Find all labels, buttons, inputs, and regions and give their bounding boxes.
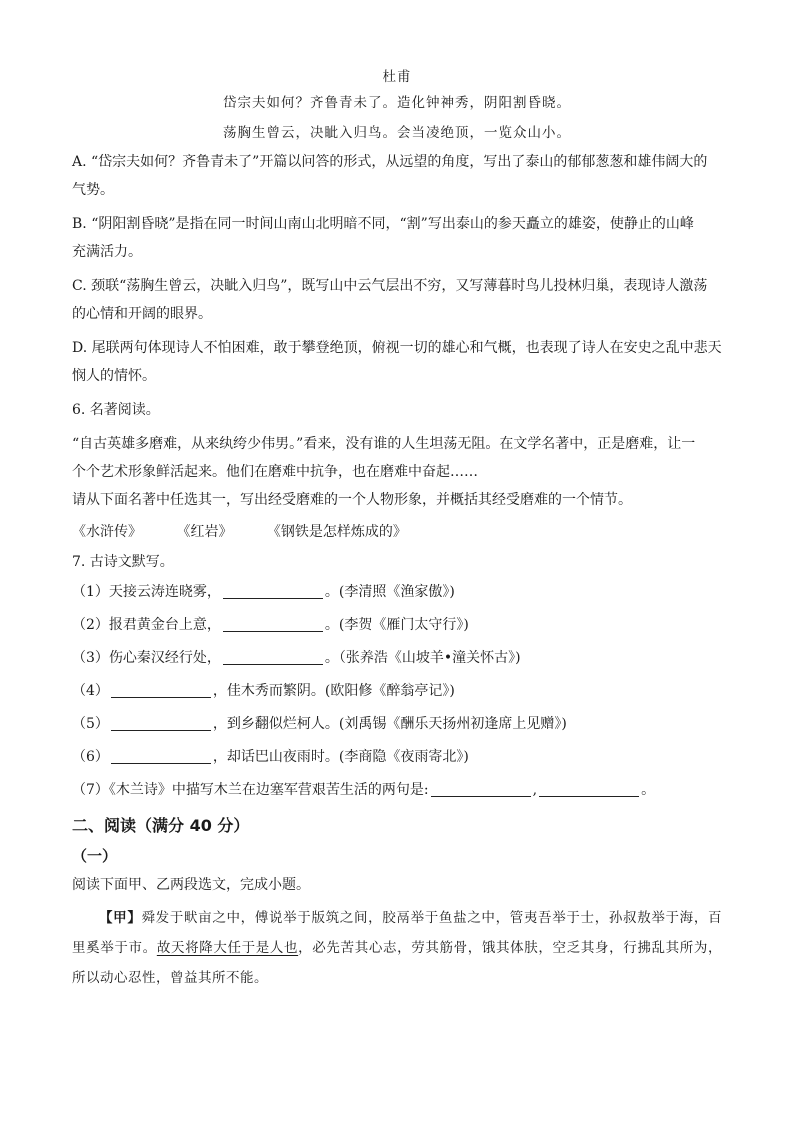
q7-item-prefix: （4） (72, 683, 109, 699)
option-b-line-1: B. “阴阳割昏晓”是指在同一时间山南山北明暗不同，“割”写出泰山的参天矗立的雄姿，使静止的山峰 (72, 216, 694, 232)
section-2-subheading: （一） (72, 847, 118, 865)
option-d-line-2: 悯人的情怀。 (72, 368, 156, 384)
q6-title: 6. 名著阅读。 (72, 402, 160, 418)
q7-item-suffix: 。(李清照《渔家傲》) (324, 584, 455, 600)
q7-item-prefix: （5） (72, 716, 109, 732)
option-c-line-1: C. 颈联“荡胸生曾云，决眦入归鸟”，既写山中云气层出不穷，又写薄暮时鸟儿投林归巢，表现诗人激荡 (72, 278, 708, 294)
q7-item-1 (72, 576, 722, 609)
passage-text: 舜发于畎亩之中，傅说举于版筑之间，胶鬲举于鱼盐之中，管夷吾举于士，孙叔敖举于海，百里奚举于市。 (72, 910, 723, 956)
q7-item-5 (72, 708, 722, 741)
passage-text: ，必先苦其心志，劳其筋骨，饿其体肤，空乏其身，行拂乱其所为，所以动心忍性，曾益其所不能。 (72, 940, 723, 986)
q7-item-suffix: 。(李贺《雁门太守行》) (324, 617, 469, 633)
q7-title: 7. 古诗文默写。 (72, 554, 174, 570)
q6-paragraph-line-1: “自古英雄多磨难，从来纨绔少伟男。”看来，没有谁的人生坦荡无阻。在文学名著中，正是磨难，让一 (72, 436, 696, 452)
q7-item-end: 。 (641, 782, 656, 798)
answer-blank[interactable] (539, 780, 639, 797)
q7-item-3 (72, 642, 722, 675)
option-c-line-2: 的心情和开阔的眼界。 (72, 306, 212, 322)
q7-item-suffix: ，佳木秀而繁阴。(欧阳修《醉翁亭记》) (212, 683, 455, 699)
document-page (72, 60, 722, 993)
q7-item-2 (72, 609, 722, 642)
q7-item-6 (72, 741, 722, 774)
q7-item-suffix: ，却话巴山夜雨时。(李商隐《夜雨寄北》) (212, 749, 469, 765)
answer-blank[interactable] (111, 681, 211, 698)
work-title: 《水浒传》 (72, 524, 142, 540)
q7-item-separator: , (532, 782, 538, 798)
q7-item-7 (72, 774, 722, 807)
q7-item-prefix: （2）报君黄金台上意， (72, 617, 221, 633)
passage-jia (72, 903, 722, 993)
option-b-line-2: 充满活力。 (72, 244, 142, 260)
poem-author: 杜甫 (382, 69, 412, 85)
q7-item-prefix: （6） (72, 749, 109, 765)
q6-paragraph-line-2: 个个艺术形象鲜活起来。他们在磨难中抗争，也在磨难中奋起…… (72, 464, 478, 480)
answer-blank[interactable] (431, 780, 531, 797)
answer-blank[interactable] (111, 747, 211, 764)
passage-tag: 【甲】 (99, 910, 142, 926)
q7-item-suffix: 。（张养浩《山坡羊•潼关怀古》) (324, 650, 521, 666)
option-d-line-1: D. 尾联两句体现诗人不怕困难，敢于攀登绝顶，俯视一切的雄心和气概，也表现了诗人在安史之乱中悲天 (72, 340, 722, 356)
q6-instruction: 请从下面名著中任选其一，写出经受磨难的一个人物形象，并概括其经受磨难的一个情节。 (72, 492, 632, 508)
work-title: 《红岩》 (176, 524, 233, 540)
q6-works-list (72, 518, 722, 546)
q7-item-prefix: （1）天接云涛连晓雾， (72, 584, 221, 600)
work-title: 《钢铁是怎样炼成的》 (266, 524, 407, 540)
poem-line-1: 岱宗夫如何？齐鲁青未了。造化钟神秀，阴阳割昏晓。 (223, 95, 571, 111)
section-2-heading: 二、阅读（满分 40 分） (72, 816, 250, 835)
answer-blank[interactable] (111, 714, 211, 731)
section-2-instruction: 阅读下面甲、乙两段选文，完成小题。 (72, 877, 310, 893)
q7-item-prefix: （3）伤心秦汉经行处， (72, 650, 221, 666)
option-a-line-1: A. “岱宗夫如何？齐鲁青未了”开篇以问答的形式，从远望的角度，写出了泰山的郁郁葱葱和雄伟阔大的 (72, 154, 708, 170)
underlined-sentence: 故天将降大任于是人也 (156, 940, 299, 956)
q7-item-4 (72, 675, 722, 708)
answer-blank[interactable] (223, 648, 323, 665)
option-a-line-2: 气势。 (72, 182, 114, 198)
q7-item-prefix: （7）《木兰诗》中描写木兰在边塞军营艰苦生活的两句是: (72, 782, 429, 798)
answer-blank[interactable] (223, 615, 323, 632)
answer-blank[interactable] (223, 582, 323, 599)
q7-item-suffix: ，到乡翻似烂柯人。(刘禹锡《酬乐天扬州初逢席上见赠》) (212, 716, 567, 732)
poem-line-2: 荡胸生曾云，决眦入归鸟。会当凌绝顶，一览众山小。 (223, 125, 571, 141)
